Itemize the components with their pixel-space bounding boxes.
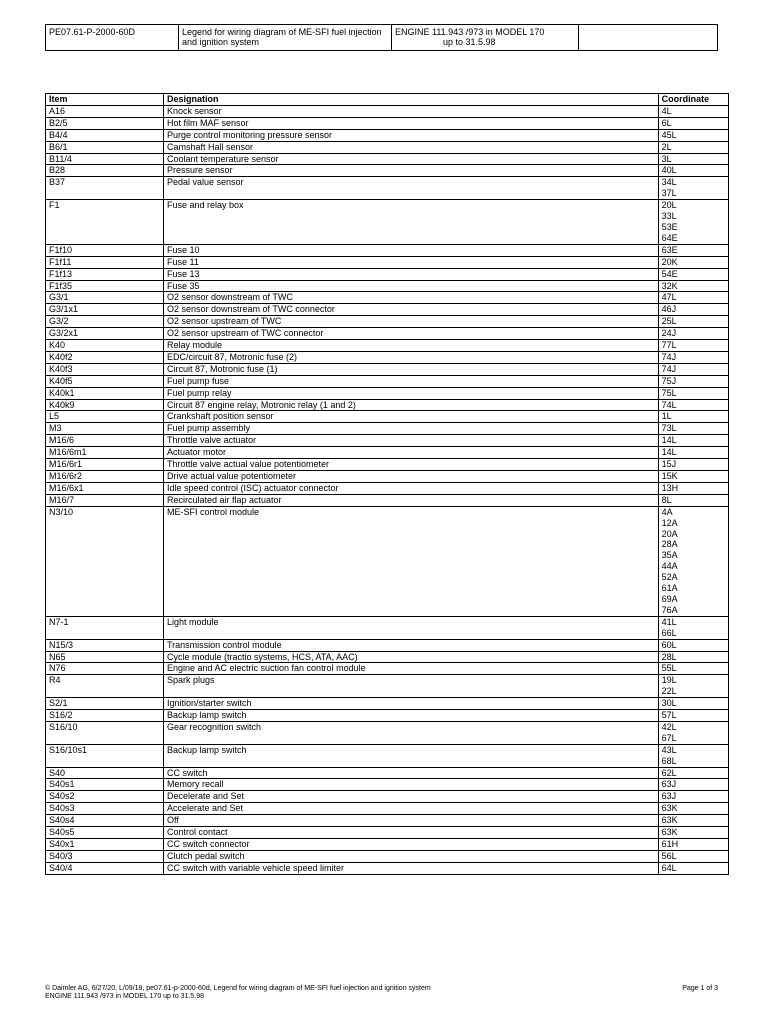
coordinate-cell [658, 105, 728, 117]
item-cell: F1f35 [46, 280, 164, 292]
coordinate-cell [658, 387, 728, 399]
item-cell: M16/6r2 [46, 471, 164, 483]
designation-cell: Circuit 87, Motronic fuse (1) [163, 363, 658, 375]
table-row [46, 328, 729, 340]
designation-cell: Engine and AC electric suction fan control module [163, 663, 658, 675]
designation-cell: Fuel pump relay [163, 387, 658, 399]
designation-cell: Knock sensor [163, 105, 658, 117]
table-row [46, 244, 729, 256]
coordinate-cell [658, 447, 728, 459]
coordinate-cell [658, 375, 728, 387]
coordinate-value: 2L [661, 141, 672, 152]
designation-cell: Spark plugs [163, 675, 658, 698]
table-row [46, 839, 729, 851]
coordinate-cell [658, 316, 728, 328]
item-cell: K40f3 [46, 363, 164, 375]
coordinate-cell [658, 363, 728, 375]
coordinate-cell [658, 779, 728, 791]
engine-model-line2: up to 31.5.98 [443, 37, 496, 47]
item-cell: S2/1 [46, 698, 164, 710]
coordinate-value: 63K [661, 803, 678, 814]
designation-cell: Recirculated air flap actuator [163, 494, 658, 506]
designation-cell: Ignition/starter switch [163, 698, 658, 710]
coordinate-cell [658, 482, 728, 494]
item-cell: S40x1 [46, 839, 164, 851]
item-cell: M3 [46, 423, 164, 435]
item-cell: G3/2 [46, 316, 164, 328]
coordinate-cell [658, 411, 728, 423]
item-cell: K40 [46, 340, 164, 352]
table-row [46, 815, 729, 827]
table-row [46, 803, 729, 815]
item-cell: M16/6m1 [46, 447, 164, 459]
coordinate-cell [658, 850, 728, 862]
item-cell: S16/2 [46, 710, 164, 722]
item-cell: S40s3 [46, 803, 164, 815]
item-cell: M16/6 [46, 435, 164, 447]
designation-cell: O2 sensor downstream of TWC connector [163, 304, 658, 316]
coordinate-value: 73L [661, 423, 677, 434]
document-header-table [45, 24, 718, 51]
coordinate-cell [658, 744, 728, 767]
table-row [46, 744, 729, 767]
designation-cell: Idle speed control (ISC) actuator connector [163, 482, 658, 494]
table-row [46, 779, 729, 791]
coordinate-value: 8L [661, 494, 672, 505]
footer-line1: © Daimler AG, 6/27/20, L/09/18, pe07.61-p-2000-60d, Legend for wiring diagram of ME-SFI fuel injection and ignition system [45, 985, 431, 992]
designation-cell: Backup lamp switch [163, 744, 658, 767]
coordinate-value: 66L [661, 627, 677, 638]
designation-cell: O2 sensor upstream of TWC [163, 316, 658, 328]
item-cell: F1 [46, 200, 164, 245]
coordinate-cell [658, 698, 728, 710]
document-title: Legend for wiring diagram of ME-SFI fuel injection and ignition system [179, 25, 392, 51]
item-cell: B6/1 [46, 141, 164, 153]
coordinate-value: 57L [661, 710, 677, 721]
table-row [46, 862, 729, 874]
coordinate-cell [658, 340, 728, 352]
coordinate-cell [658, 639, 728, 651]
coordinate-value: 32K [661, 280, 678, 291]
coordinate-cell [658, 815, 728, 827]
item-cell: S16/10 [46, 721, 164, 744]
table-row [46, 459, 729, 471]
coordinate-cell [658, 153, 728, 165]
table-row [46, 482, 729, 494]
designation-cell: Crankshaft position sensor [163, 411, 658, 423]
table-row [46, 177, 729, 200]
coordinate-value: 13H [661, 482, 679, 493]
designation-cell: Relay module [163, 340, 658, 352]
coordinate-value: 6L [661, 117, 672, 128]
item-cell: G3/2x1 [46, 328, 164, 340]
item-cell: S40 [46, 767, 164, 779]
coordinate-value: 30L [661, 698, 677, 709]
legend-table-body [46, 94, 729, 875]
coordinate-value: 20L [661, 200, 677, 211]
coordinate-cell [658, 839, 728, 851]
designation-cell: Decelerate and Set [163, 791, 658, 803]
coordinate-cell [658, 721, 728, 744]
item-cell: G3/1x1 [46, 304, 164, 316]
coordinate-cell [658, 280, 728, 292]
coordinate-value: 56L [661, 850, 677, 861]
table-row [46, 304, 729, 316]
coordinate-value: 63E [661, 244, 678, 255]
footer-copyright [45, 985, 605, 1001]
coordinate-value: 40L [661, 165, 677, 176]
coordinate-value: 35A [661, 550, 678, 561]
coordinate-cell [658, 791, 728, 803]
item-cell: S40s2 [46, 791, 164, 803]
table-row [46, 435, 729, 447]
coordinate-value: 25L [661, 316, 677, 327]
column-header-item: Item [46, 94, 164, 106]
item-cell: L5 [46, 411, 164, 423]
coordinate-cell [658, 827, 728, 839]
document-id: PE07.61-P-2000-60D [46, 25, 179, 51]
item-cell: M16/7 [46, 494, 164, 506]
designation-cell: Hot film MAF sensor [163, 117, 658, 129]
designation-cell: Throttle valve actuator [163, 435, 658, 447]
coordinate-value: 28A [661, 539, 678, 550]
coordinate-cell [658, 471, 728, 483]
designation-cell: Fuse 13 [163, 268, 658, 280]
table-row [46, 471, 729, 483]
coordinate-value: 63K [661, 827, 678, 838]
coordinate-cell [658, 675, 728, 698]
designation-cell: EDC/circuit 87, Motronic fuse (2) [163, 351, 658, 363]
coordinate-cell [658, 256, 728, 268]
coordinate-value: 76A [661, 604, 678, 615]
designation-cell: Fuse 35 [163, 280, 658, 292]
table-row [46, 494, 729, 506]
designation-cell: Camshaft Hall sensor [163, 141, 658, 153]
coordinate-value: 14L [661, 435, 677, 446]
table-row [46, 663, 729, 675]
coordinate-value: 47L [661, 292, 677, 303]
table-row [46, 827, 729, 839]
table-row [46, 616, 729, 639]
coordinate-cell [658, 244, 728, 256]
coordinate-value: 4L [661, 105, 672, 116]
table-row [46, 292, 729, 304]
coordinate-value: 19L [661, 675, 677, 686]
coordinate-value: 15K [661, 471, 678, 481]
item-cell: F1f11 [46, 256, 164, 268]
item-cell: N15/3 [46, 639, 164, 651]
coordinate-cell [658, 423, 728, 435]
engine-model-line1: ENGINE 111.943 /973 in MODEL 170 [395, 27, 545, 37]
item-cell: S40s1 [46, 779, 164, 791]
coordinate-value: 63K [661, 815, 678, 826]
item-cell: S40s4 [46, 815, 164, 827]
coordinate-value: 52A [661, 572, 678, 583]
item-cell: R4 [46, 675, 164, 698]
coordinate-cell [658, 710, 728, 722]
table-row [46, 387, 729, 399]
coordinate-value: 44A [661, 561, 678, 572]
item-cell: B28 [46, 165, 164, 177]
coordinate-value: 43L [661, 744, 677, 755]
designation-cell: Actuator motor [163, 447, 658, 459]
table-row [46, 639, 729, 651]
designation-cell: Fuse 11 [163, 256, 658, 268]
table-row [46, 698, 729, 710]
coordinate-cell [658, 177, 728, 200]
coordinate-value: 54E [661, 268, 678, 279]
coordinate-cell [658, 351, 728, 363]
coordinate-value: 14L [661, 447, 677, 458]
coordinate-value: 55L [661, 663, 677, 674]
item-cell: K40k9 [46, 399, 164, 411]
coordinate-cell [658, 435, 728, 447]
coordinate-value: 60L [661, 639, 677, 650]
coordinate-value: 20A [661, 528, 678, 539]
coordinate-cell [658, 767, 728, 779]
coordinate-value: 74J [661, 363, 677, 374]
coordinate-value: 75L [661, 387, 677, 398]
item-cell: K40f2 [46, 351, 164, 363]
item-cell: S40/4 [46, 862, 164, 874]
legend-table [45, 93, 729, 875]
designation-cell: Gear recognition switch [163, 721, 658, 744]
coordinate-value: 69A [661, 593, 678, 604]
page-number: Page 1 of 3 [682, 985, 718, 992]
item-cell: S40/3 [46, 850, 164, 862]
coordinate-cell [658, 494, 728, 506]
coordinate-value: 4A [661, 506, 673, 517]
item-cell: F1f10 [46, 244, 164, 256]
designation-cell: CC switch [163, 767, 658, 779]
table-row [46, 651, 729, 663]
column-header-coordinate: Coordinate [658, 94, 728, 106]
designation-cell: Fuel pump fuse [163, 375, 658, 387]
designation-cell: O2 sensor upstream of TWC connector [163, 328, 658, 340]
designation-cell: Fuse 10 [163, 244, 658, 256]
coordinate-value: 68L [661, 755, 677, 766]
item-cell: S16/10s1 [46, 744, 164, 767]
coordinate-cell [658, 165, 728, 177]
table-row [46, 153, 729, 165]
table-row [46, 340, 729, 352]
coordinate-cell [658, 304, 728, 316]
designation-cell: Cycle module (tractio systems, HCS, ATA, AAC) [163, 651, 658, 663]
coordinate-cell [658, 141, 728, 153]
designation-cell: O2 sensor downstream of TWC [163, 292, 658, 304]
coordinate-cell [658, 459, 728, 471]
designation-cell: Pressure sensor [163, 165, 658, 177]
coordinate-value: 46J [661, 304, 677, 315]
designation-cell: Accelerate and Set [163, 803, 658, 815]
coordinate-value: 53E [661, 221, 678, 232]
coordinate-value: 41L [661, 616, 677, 627]
coordinate-value: 33L [661, 211, 677, 222]
legend-header-row [46, 94, 729, 106]
table-row [46, 850, 729, 862]
coordinate-value: 74L [661, 399, 677, 410]
table-row [46, 351, 729, 363]
coordinate-cell [658, 506, 728, 616]
coordinate-value: 34L [661, 177, 677, 188]
item-cell: B11/4 [46, 153, 164, 165]
coordinate-cell [658, 651, 728, 663]
item-cell: M16/6r1 [46, 459, 164, 471]
table-row [46, 506, 729, 616]
item-cell: B4/4 [46, 129, 164, 141]
item-cell: F1f13 [46, 268, 164, 280]
coordinate-value: 61H [661, 839, 679, 849]
coordinate-cell [658, 328, 728, 340]
table-row [46, 117, 729, 129]
coordinate-value: 1L [661, 411, 672, 422]
coordinate-cell [658, 399, 728, 411]
engine-model-info [392, 25, 579, 51]
coordinate-value: 3L [661, 153, 672, 164]
item-cell: N76 [46, 663, 164, 675]
table-row [46, 165, 729, 177]
column-header-designation: Designation [163, 94, 658, 106]
coordinate-cell [658, 803, 728, 815]
item-cell: N3/10 [46, 506, 164, 616]
footer-line2: ENGINE 111.943 /973 in MODEL 170 up to 31.5.98 [45, 993, 205, 1000]
table-row [46, 423, 729, 435]
item-cell: G3/1 [46, 292, 164, 304]
coordinate-value: 63J [661, 779, 677, 790]
coordinate-value: 42L [661, 721, 677, 732]
coordinate-value: 75J [661, 375, 677, 386]
table-row [46, 675, 729, 698]
designation-cell: Fuel pump assembly [163, 423, 658, 435]
header-empty-cell [579, 25, 718, 51]
table-row [46, 141, 729, 153]
item-cell: N7-1 [46, 616, 164, 639]
table-row [46, 791, 729, 803]
coordinate-value: 64L [661, 862, 677, 873]
designation-cell: Backup lamp switch [163, 710, 658, 722]
table-row [46, 280, 729, 292]
designation-cell: CC switch connector [163, 839, 658, 851]
coordinate-cell [658, 129, 728, 141]
table-row [46, 411, 729, 423]
table-row [46, 710, 729, 722]
coordinate-value: 77L [661, 340, 677, 351]
designation-cell: Light module [163, 616, 658, 639]
coordinate-value: 28L [661, 651, 677, 662]
coordinate-cell [658, 268, 728, 280]
designation-cell: Circuit 87 engine relay, Motronic relay (1 and 2) [163, 399, 658, 411]
table-row [46, 105, 729, 117]
item-cell: B2/5 [46, 117, 164, 129]
table-row [46, 721, 729, 744]
designation-cell: Drive actual value potentiometer [163, 471, 658, 483]
table-row [46, 363, 729, 375]
coordinate-value: 20K [661, 256, 678, 267]
designation-cell: ME-SFI control module [163, 506, 658, 616]
coordinate-value: 12A [661, 517, 678, 528]
coordinate-value: 15J [661, 459, 677, 470]
designation-cell: Purge control monitoring pressure sensor [163, 129, 658, 141]
coordinate-cell [658, 292, 728, 304]
designation-cell: CC switch with variable vehicle speed limiter [163, 862, 658, 874]
designation-cell: Pedal value sensor [163, 177, 658, 200]
table-row [46, 767, 729, 779]
designation-cell: Control contact [163, 827, 658, 839]
item-cell: K40f5 [46, 375, 164, 387]
item-cell: M16/6x1 [46, 482, 164, 494]
coordinate-value: 63J [661, 791, 677, 802]
coordinate-value: 74J [661, 351, 677, 362]
designation-cell: Coolant temperature sensor [163, 153, 658, 165]
designation-cell: Memory recall [163, 779, 658, 791]
table-row [46, 200, 729, 245]
designation-cell: Throttle valve actual value potentiometer [163, 459, 658, 471]
coordinate-cell [658, 117, 728, 129]
item-cell: B37 [46, 177, 164, 200]
coordinate-value: 64E [661, 232, 678, 243]
table-row [46, 375, 729, 387]
item-cell: S40s5 [46, 827, 164, 839]
table-row [46, 129, 729, 141]
coordinate-cell [658, 200, 728, 245]
coordinate-cell [658, 616, 728, 639]
designation-cell: Transmission control module [163, 639, 658, 651]
coordinate-value: 45L [661, 129, 677, 140]
table-row [46, 399, 729, 411]
designation-cell: Off [163, 815, 658, 827]
coordinate-value: 61A [661, 583, 678, 594]
item-cell: N65 [46, 651, 164, 663]
table-row [46, 256, 729, 268]
coordinate-cell [658, 862, 728, 874]
table-row [46, 316, 729, 328]
document-header-row [46, 25, 718, 51]
item-cell: K40k1 [46, 387, 164, 399]
designation-cell: Fuse and relay box [163, 200, 658, 245]
designation-cell: Clutch pedal switch [163, 850, 658, 862]
table-row [46, 268, 729, 280]
coordinate-value: 62L [661, 767, 677, 778]
coordinate-value: 24J [661, 328, 677, 339]
coordinate-value: 37L [661, 188, 677, 199]
coordinate-cell [658, 663, 728, 675]
coordinate-value: 67L [661, 732, 677, 743]
coordinate-value: 22L [661, 686, 677, 697]
table-row [46, 447, 729, 459]
item-cell: A16 [46, 105, 164, 117]
